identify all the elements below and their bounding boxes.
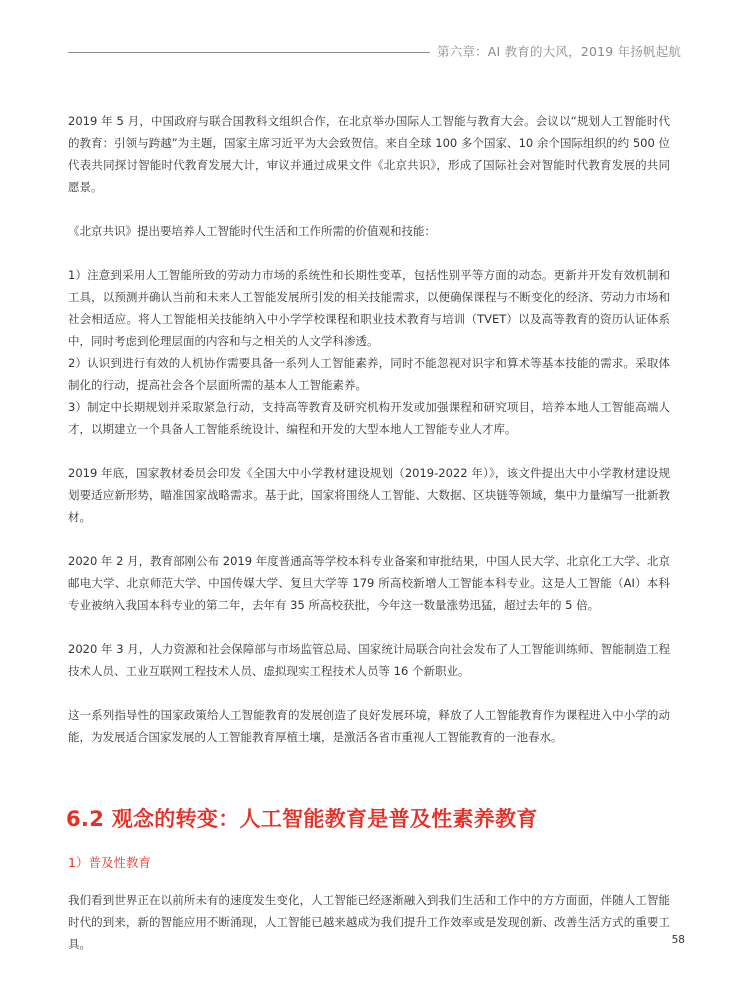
list-item: 2）认识到进行有效的人机协作需要具备一系列人工智能素养，同时不能忽视对识字和算术等基本技能的需求。采取体制化的行动，提高社会各个层面所需的基本人工智能素养。 bbox=[68, 356, 670, 392]
list-item: 3）制定中长期规划并采取紧急行动，支持高等教育及研究机构开发或加强课程和研究项目，培养本地人工智能高端人才，以期建立一个具备人工智能系统设计、编程和开发的大型本地人工智能专业人才库。 bbox=[68, 400, 670, 436]
chapter-header: 第六章：AI 教育的大风，2019 年扬帆起航 bbox=[437, 44, 682, 59]
subsection-title: 1）普及性教育 bbox=[68, 855, 151, 870]
paragraph-consensus-intro: 《北京共识》提出要培养人工智能时代生活和工作所需的价值观和技能： bbox=[68, 224, 436, 238]
section-content bbox=[68, 889, 670, 955]
paragraph-conference: 2019 年 5 月，中国政府与联合国教科文组织合作，在北京举办国际人工智能与教育大会。会议以“规划人工智能时代的教育：引领与跨越”为主题，国家主席习近平为大会致贺信。来自全球 100 多个国家、10 余个国际组织的约 500 位代表共同探讨智能时代教育发展大计，审议并通过成果文件《北京共识》，形成了国际社会对智能时代教育发展的共同愿景。 bbox=[68, 114, 670, 194]
list-item: 1）注意到采用人工智能所致的劳动力市场的系统性和长期性变革，包括性别平等方面的动态。更新并开发有效机制和工具，以预测并确认当前和未来人工智能发展所引发的相关技能需求，以便确保课程与不断变化的经济、劳动力市场和社会相适应。将人工智能相关技能纳入中小学学校课程和职业技术教育与培训（TVET）以及高等教育的资历认证体系中，同时考虑到伦理层面的内容和与之相关的人文学科渗透。 bbox=[68, 268, 670, 348]
paragraph-textbook-plan: 2019 年底，国家教材委员会印发《全国大中小学教材建设规划（2019-2022 年）》，该文件提出大中小学教材建设规划要适应新形势，瞄准国家战略需求。基于此，国家将围绕人工智能、大数据、区块链等领域，集中力量编写一批新教材。 bbox=[68, 466, 670, 524]
page-number: 58 bbox=[671, 934, 685, 946]
paragraph-new-occupations: 2020 年 3 月，人力资源和社会保障部与市场监管总局、国家统计局联合向社会发布了人工智能训练师、智能制造工程技术人员、工业互联网工程技术人员、虚拟现实工程技术人员等 16 个新职业。 bbox=[68, 642, 670, 678]
paragraph-policy-summary: 这一系列指导性的国家政策给人工智能教育的发展创造了良好发展环境，释放了人工智能教育作为课程进入中小学的动能，为发展适合国家发展的人工智能教育厚植土壤，是激活各省市重视人工智能教育的一池春水。 bbox=[68, 708, 670, 744]
paragraph-undergrad-majors: 2020 年 2 月，教育部刚公布 2019 年度普通高等学校本科专业备案和审批结果，中国人民大学、北京化工大学、北京邮电大学、北京师范大学、中国传媒大学、复旦大学等 179 所高校新增人工智能本科专业。这是人工智能（AI）本科专业被纳入我国本科专业的第二年，去年有 35 所高校获批，今年这一数量涨势迅猛，超过去年的 5 倍。 bbox=[68, 554, 670, 612]
header-rule bbox=[68, 52, 430, 53]
paragraph-universal-education: 我们看到世界正在以前所未有的速度发生变化，人工智能已经逐渐融入到我们生活和工作中的方方面面，伴随人工智能时代的到来，新的智能应用不断涌现，人工智能已越来越成为我们提升工作效率或是发现创新、改善生活方式的重要工具。 bbox=[68, 893, 670, 951]
section-title: 6.2 观念的转变：人工智能教育是普及性素养教育 bbox=[66, 807, 538, 831]
main-content bbox=[68, 110, 670, 770]
